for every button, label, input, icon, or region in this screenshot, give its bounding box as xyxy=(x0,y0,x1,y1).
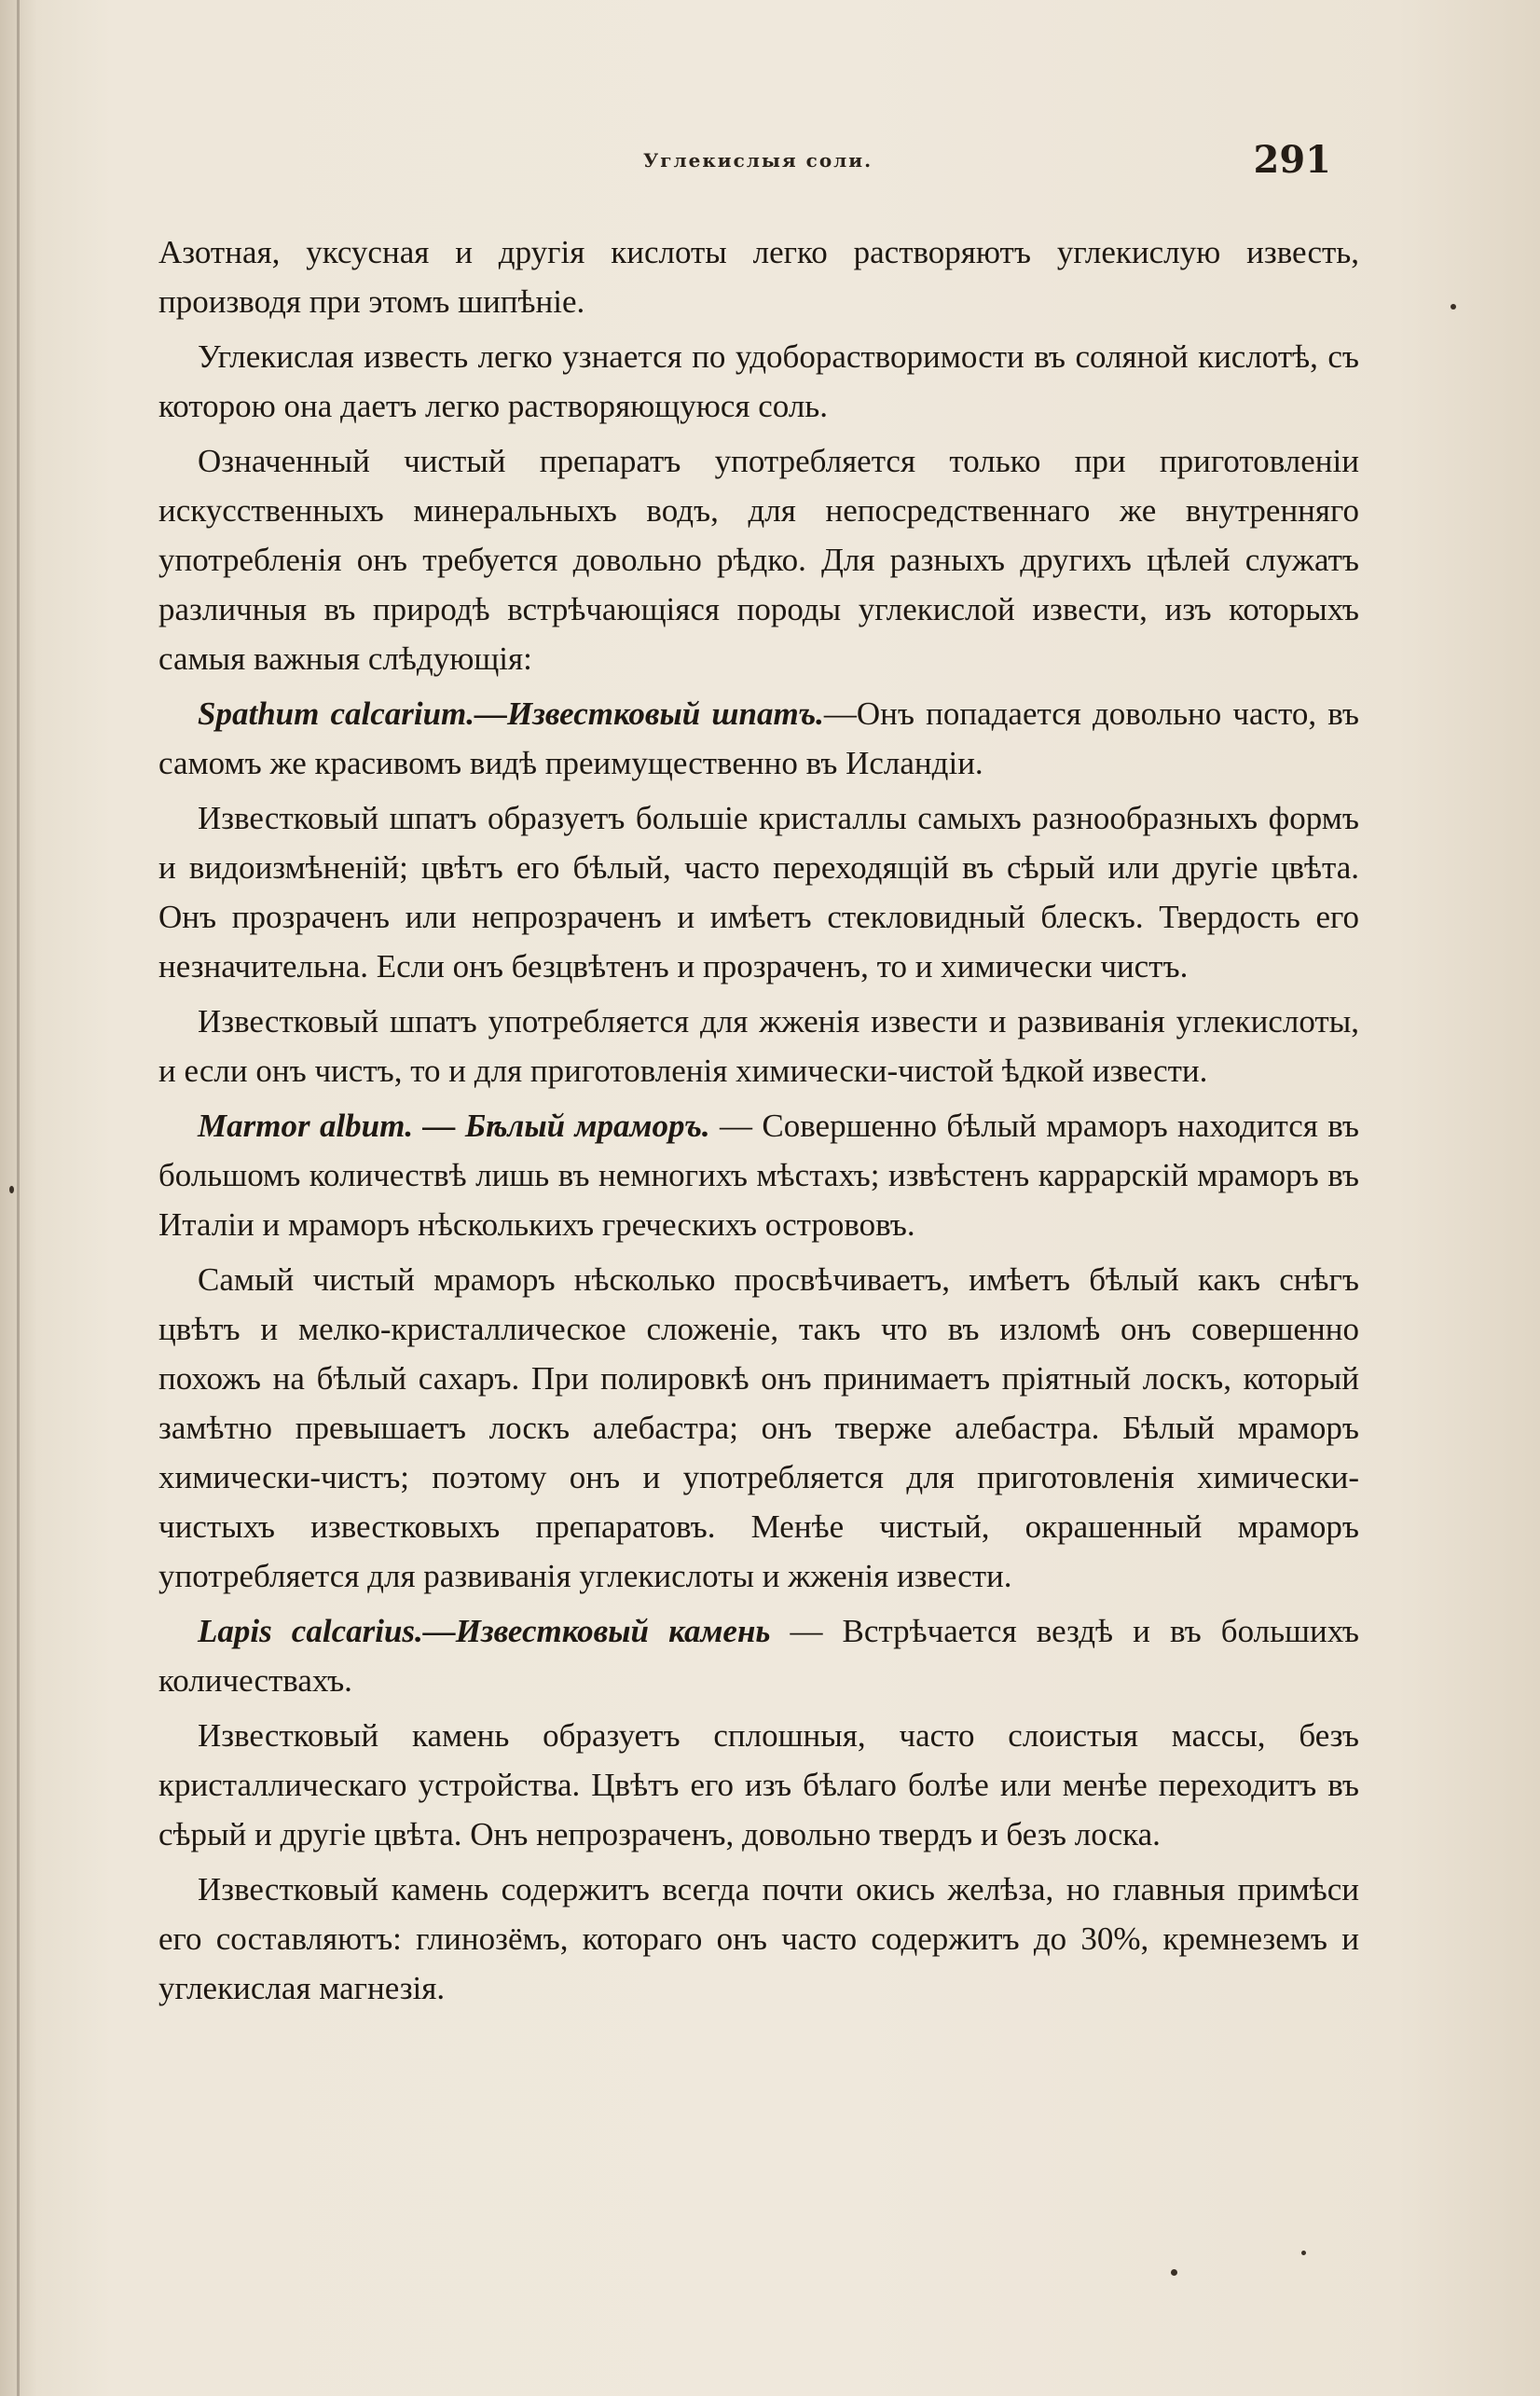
ink-speck xyxy=(1171,2269,1177,2276)
page-number: 291 xyxy=(1253,138,1331,182)
page-binding-edge xyxy=(17,0,20,2396)
paragraph-7 xyxy=(158,1101,1359,1249)
paragraph-8: Самый чистый мраморъ нѣсколько просвѣчиваетъ, имѣетъ бѣлый какъ снѣгъ цвѣтъ и мелко-кристаллическое сложеніе, такъ что въ изломѣ онъ совершенно похожъ на бѣлый сахаръ. При полировкѣ онъ принимаетъ пріятный лоскъ, который замѣтно превышаетъ лоскъ алебастра; онъ тверже алебастра. Бѣлый мраморъ химически-чистъ; поэтому онъ и употребляется для приготовленія химически-чистыхъ известковыхъ препаратовъ. Менѣе чистый, окрашенный мраморъ употребляется для развиванія углекислоты и жженія извести. xyxy=(158,1261,1359,1594)
paragraph-5: Известковый шпатъ образуетъ большіе кристаллы самыхъ разнообразныхъ формъ и видоизмѣненій; цвѣтъ его бѣлый, часто переходящій въ сѣрый или другіе цвѣта. Онъ прозраченъ или непрозраченъ и имѣетъ стекловидный блескъ. Твердость его незначительна. Если онъ безцвѣтенъ и прозраченъ, то и химически чистъ. xyxy=(158,800,1359,985)
term-spathum-calcarium: Spathum calcarium.—Известковый шпатъ. xyxy=(198,695,824,732)
ink-speck xyxy=(1451,304,1456,310)
paragraph-3: Означенный чистый препаратъ употребляется только при приготовленіи искусственныхъ минеральныхъ водъ, для непосредственнаго же внутренняго употребленія онъ требуется довольно рѣдко. Для разныхъ другихъ цѣлей служатъ различныя въ природѣ встрѣчающіяся породы углекислой извести, изъ которыхъ самыя важныя слѣдующія: xyxy=(158,443,1359,677)
paragraph-1: Азотная, уксусная и другія кислоты легко растворяютъ углекислую известь, производя при этомъ шипѣніе. xyxy=(158,234,1359,320)
paragraph-9 xyxy=(158,1606,1359,1705)
running-title: Углекислыя соли. xyxy=(643,149,873,172)
page-header xyxy=(158,138,1331,194)
paragraph-2: Углекислая известь легко узнается по удоборастворимости въ соляной кислотѣ, съ которою она даетъ легко растворяющуюся соль. xyxy=(158,338,1359,424)
ink-speck xyxy=(9,1186,14,1193)
term-lapis-calcarius: Lapis calcarius.—Известковый камень xyxy=(198,1613,771,1649)
paragraph-4 xyxy=(158,689,1359,788)
paragraph-9-text: — Встрѣчается вездѣ и въ большихъ количествахъ. xyxy=(158,1613,1359,1699)
page-body xyxy=(158,227,1359,2018)
paragraph-6: Известковый шпатъ употребляется для жженія извести и развиванія углекислоты, и если онъ чистъ, то и для приготовленія химически-чистой ѣдкой извести. xyxy=(158,1003,1359,1089)
paragraph-4-text: —Онъ попадается довольно часто, въ самомъ же красивомъ видѣ преимущественно въ Исландіи. xyxy=(158,695,1359,781)
term-marmor-album: Marmor album. — Бѣлый мраморъ. xyxy=(198,1108,710,1144)
paragraph-7-text: — Совершенно бѣлый мраморъ находится въ большомъ количествѣ лишь въ немногихъ мѣстахъ; извѣстенъ каррарскій мраморъ въ Италіи и мраморъ нѣсколькихъ греческихъ острововъ. xyxy=(158,1108,1359,1243)
ink-speck xyxy=(1301,2251,1306,2255)
paragraph-11: Известковый камень содержитъ всегда почти окись желѣза, но главныя примѣси его составляютъ: глинозёмъ, котораго онъ часто содержитъ до 30%, кремнеземъ и углекислая магнезія. xyxy=(158,1871,1359,2006)
paragraph-10: Известковый камень образуетъ сплошныя, часто слоистыя массы, безъ кристаллическаго устройства. Цвѣтъ его изъ бѣлаго болѣе или менѣе переходитъ въ сѣрый и другіе цвѣта. Онъ непрозраченъ, довольно твердъ и безъ лоска. xyxy=(158,1717,1359,1852)
